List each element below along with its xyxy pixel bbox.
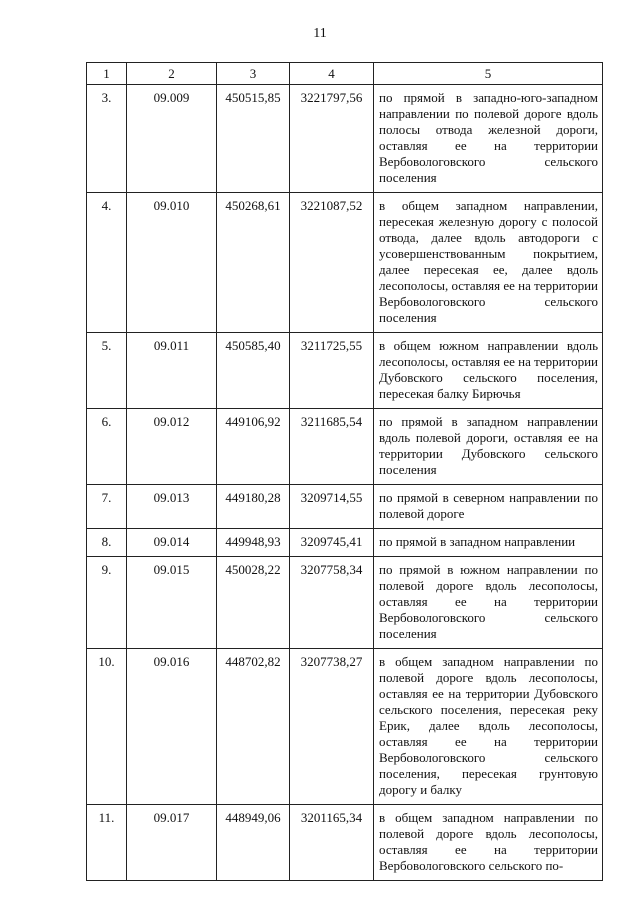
coord-y: 3211685,54 [290, 409, 374, 485]
row-number: 3. [87, 85, 127, 193]
header-cell: 3 [217, 63, 290, 85]
header-cell: 1 [87, 63, 127, 85]
boundary-description: в общем западном направлении, пересекая железную дорогу с полосой отвода, далее вдоль автодороги с усовершенствованным покрытием, далее пересекая ее, далее вдоль лесополосы, оставляя ее на территории Вербовологовского сельского поселения [374, 193, 603, 333]
row-number: 9. [87, 557, 127, 649]
coord-y: 3211725,55 [290, 333, 374, 409]
coord-x: 449180,28 [217, 485, 290, 529]
table-row [87, 485, 603, 529]
point-code: 09.011 [127, 333, 217, 409]
table-row [87, 529, 603, 557]
coord-y: 3209714,55 [290, 485, 374, 529]
boundary-description: по прямой в западно-юго-западном направлении по полевой дороге вдоль полосы отвода железной дороги, оставляя ее на территории Вербовологовского сельского поселения [374, 85, 603, 193]
row-number: 4. [87, 193, 127, 333]
coord-y: 3221087,52 [290, 193, 374, 333]
table-row [87, 649, 603, 805]
row-number: 10. [87, 649, 127, 805]
header-cell: 5 [374, 63, 603, 85]
table-row [87, 333, 603, 409]
point-code: 09.013 [127, 485, 217, 529]
row-number: 5. [87, 333, 127, 409]
coord-x: 450028,22 [217, 557, 290, 649]
coord-y: 3209745,41 [290, 529, 374, 557]
header-cell: 4 [290, 63, 374, 85]
coord-y: 3207738,27 [290, 649, 374, 805]
point-code: 09.014 [127, 529, 217, 557]
table-row [87, 557, 603, 649]
coord-x: 449106,92 [217, 409, 290, 485]
boundary-description: по прямой в западном направлении [374, 529, 603, 557]
row-number: 7. [87, 485, 127, 529]
boundary-description: в общем западном направлении по полевой дороге вдоль лесополосы, оставляя ее на территории Дубовского сельского поселения, пересекая реку Ерик, далее вдоль лесополосы, оставляя ее на территории Вербовологовского сельского поселения, пересекая грунтовую дорогу и балку [374, 649, 603, 805]
row-number: 11. [87, 805, 127, 881]
table-header-row [87, 63, 603, 85]
header-cell: 2 [127, 63, 217, 85]
coord-x: 450585,40 [217, 333, 290, 409]
row-number: 6. [87, 409, 127, 485]
table-row [87, 193, 603, 333]
coord-y: 3221797,56 [290, 85, 374, 193]
coord-x: 448702,82 [217, 649, 290, 805]
page-number: 11 [313, 26, 327, 41]
coord-y: 3201165,34 [290, 805, 374, 881]
point-code: 09.010 [127, 193, 217, 333]
point-code: 09.015 [127, 557, 217, 649]
coord-y: 3207758,34 [290, 557, 374, 649]
table-row [87, 409, 603, 485]
coord-x: 449948,93 [217, 529, 290, 557]
boundary-description: по прямой в южном направлении по полевой дороге вдоль лесополосы, оставляя ее на территории Вербовологовского сельского поселения [374, 557, 603, 649]
boundary-description: в общем западном направлении по полевой дороге вдоль лесополосы, оставляя ее на территории Вербовологовского сельского по- [374, 805, 603, 881]
boundary-table [86, 62, 603, 881]
table-row [87, 85, 603, 193]
table-row [87, 805, 603, 881]
coord-x: 450268,61 [217, 193, 290, 333]
row-number: 8. [87, 529, 127, 557]
coord-x: 448949,06 [217, 805, 290, 881]
point-code: 09.017 [127, 805, 217, 881]
coord-x: 450515,85 [217, 85, 290, 193]
point-code: 09.016 [127, 649, 217, 805]
point-code: 09.012 [127, 409, 217, 485]
point-code: 09.009 [127, 85, 217, 193]
boundary-description: по прямой в западном направлении вдоль полевой дороги, оставляя ее на территории Дубовского сельского поселения [374, 409, 603, 485]
boundary-description: по прямой в северном направлении по полевой дороге [374, 485, 603, 529]
boundary-description: в общем южном направлении вдоль лесополосы, оставляя ее на территории Дубовского сельского поселения, пересекая балку Бирючья [374, 333, 603, 409]
